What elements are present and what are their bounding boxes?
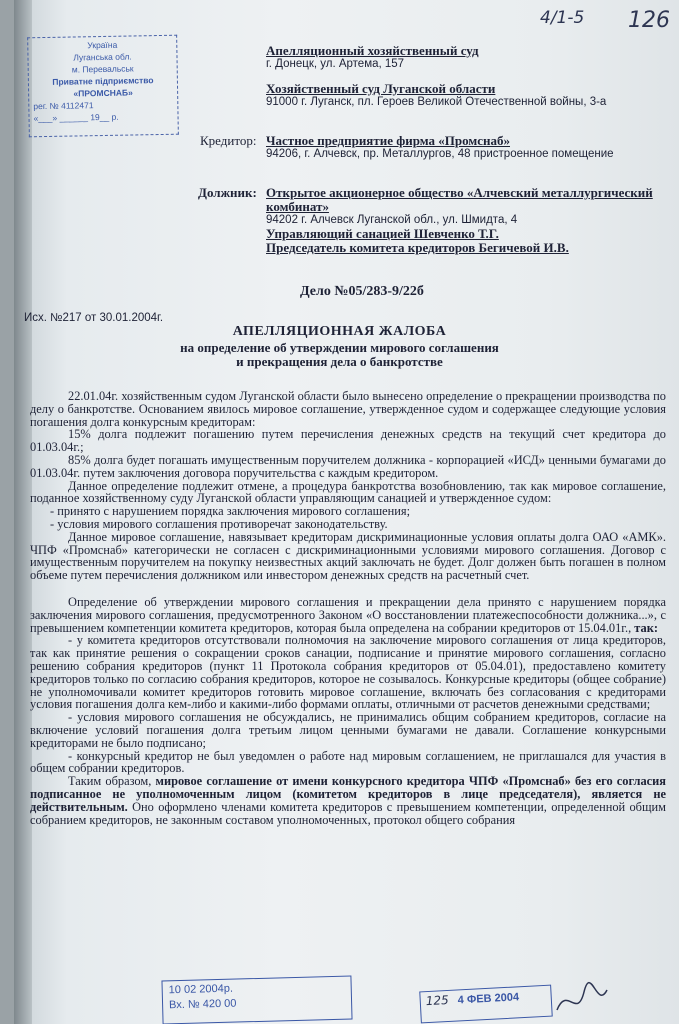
recipient-address: 91000 г. Луганск, пл. Героев Великой Отечественной войны, 3-а bbox=[266, 96, 607, 108]
creditor-label: Кредитор: bbox=[200, 133, 257, 148]
recipient-name: Хозяйственный суд Луганской области bbox=[266, 81, 496, 96]
manager-line: Управляющий санацией Шевченко Т.Г. bbox=[266, 226, 499, 241]
recipient-name: Апелляционный хозяйственный суд bbox=[266, 43, 479, 58]
paragraph: Данное мировое соглашение, навязывает кредиторам дискриминационные условия оплаты долга ОАО «АМК». ЧПФ «Промснаб» категорически не согласен с дискриминационными условиями мирового соглашения. Договор с имущественным поручителем на покупку неизвестных акций заключать не будет. Долг должен быть погашен в полном объеме путем перечисления должником или инвестором денежных средств на расчетный счет. bbox=[30, 529, 666, 583]
signature bbox=[552, 980, 612, 1020]
recipient-1 bbox=[266, 44, 666, 71]
committee-chair-line: Председатель комитета кредиторов Бегичевой И.В. bbox=[266, 240, 569, 255]
paragraph: 22.01.04г. хозяйственным судом Луганской области было вынесено определение о прекращении производства по делу о банкротстве. Основанием явилось мировое соглашение, утвержденное судом и содержащее следующие условия погашения долга конкурсным кредиторам: bbox=[30, 389, 666, 429]
bullet-item: - условия мирового соглашения противоречат законодательству. bbox=[50, 516, 388, 531]
creditor-block bbox=[266, 134, 666, 161]
condition-2: 85% долга будет погашать имущественным поручителем должника - корпорацией «ИСД» ценными бумагами до 01.03.04г. путем заключения договора поручительства с каждым кредитором. bbox=[30, 452, 666, 480]
stamp-line: Луганська обл. bbox=[73, 51, 132, 63]
stamp-line: Приватне підприємство bbox=[52, 75, 154, 87]
paragraph-text: Таким образом, bbox=[68, 774, 152, 789]
case-number: Дело №05/283-9/22б bbox=[300, 284, 424, 299]
registration-number: Вх. № 420 00 bbox=[168, 997, 237, 1012]
page-number-handwritten: 126 bbox=[628, 8, 670, 33]
received-stamp-number: 125 bbox=[425, 992, 450, 1009]
stamp-line: рег. № 4112471 bbox=[33, 100, 94, 112]
debtor-block bbox=[266, 186, 666, 255]
registration-date: 10 02 2004р. bbox=[168, 982, 234, 997]
creditor-address: 94206, г. Алчевск, пр. Металлургов, 48 пристроенное помещение bbox=[266, 148, 614, 160]
paragraph: - у комитета кредиторов отсутствовали полномочия на заключение мирового соглашения от лица кредиторов, так как принятие решения о сокращении сроков санации, подписание и принятие мирового соглашения, согласно решению собрания кредиторов (пункт 11 Протокола собрания кредиторов от 05.04.01), предоставлено комитету кредиторов только по согласию собрания кредиторов, которое не созывалось. Конкурсные кредиторы (общее собрание) не уполномочивали комитет кредиторов готовить мировое соглашение, включать без согласования с кредиторами условия погашения долга кем-либо и какими-либо формами оплаты, отличными от расчетов денежными средствами; bbox=[30, 633, 666, 712]
paragraph: Данное определение подлежит отмене, а процедура банкротства возобновлению, так как мировое соглашение, поданное хозяйственному суду Луганской области управляющим санацией и утвержденное судом: bbox=[30, 478, 666, 506]
paragraph-emphasis: так: bbox=[634, 620, 658, 635]
stamp-line: Україна bbox=[87, 39, 118, 51]
paragraph-text: Определение об утверждении мирового соглашения и прекращении дела принято с нарушением порядка заключения мирового соглашения, предусмотренного Законом «О восстановлении платежеспособности должника...», с превышением компетенции комитета кредиторов, которая была определена на собрании кредиторов от 15.04.01г., bbox=[30, 594, 666, 635]
outgoing-number: Исх. №217 от 30.01.2004г. bbox=[24, 312, 164, 324]
received-stamp-date: 4 ФЕВ 2004 bbox=[457, 991, 520, 1007]
debtor-address: 94202 г. Алчевск Луганской обл., ул. Шмидта, 4 bbox=[266, 214, 518, 226]
document-subtitle-1: на определение об утверждении мирового соглашения bbox=[180, 340, 499, 355]
paragraph-emphasis: мировое соглашение от имени конкурсного кредитора ЧПФ «Промснаб» без его согласия подписанное не уполномоченным лицом (комитетом кредиторов в лице председателя), является не действительным. bbox=[30, 774, 666, 814]
paragraph: - конкурсный кредитор не был уведомлен о работе над мировым соглашением, не приглашался для участия в общем собрании кредиторов. bbox=[30, 748, 666, 776]
paragraph bbox=[30, 775, 666, 826]
document-title: АПЕЛЛЯЦИОННАЯ ЖАЛОБА bbox=[232, 324, 447, 339]
company-stamp bbox=[27, 35, 179, 138]
document-subtitle-2: и прекращения дела о банкротстве bbox=[236, 354, 443, 369]
creditor-name: Частное предприятие фирма «Промснаб» bbox=[266, 133, 510, 148]
paragraph: - условия мирового соглашения не обсуждались, не принимались общим собранием кредиторов, согласие на включение условий погашения долга третьим лицом ценными бумагами не давали. Соглашение конкурсными кредиторами не было подписано; bbox=[30, 710, 666, 750]
recipient-2 bbox=[266, 82, 666, 109]
document-body bbox=[30, 390, 666, 826]
condition-1: 15% долга подлежит погашению путем перечисления денежных средств на текущий счет кредитора до 01.03.04г.; bbox=[30, 427, 666, 455]
stamp-line: «___» ______ 19__ р. bbox=[33, 111, 119, 124]
registration-stamp bbox=[161, 976, 352, 1024]
recipient-address: г. Донецк, ул. Артема, 157 bbox=[266, 58, 405, 70]
paragraph bbox=[30, 596, 666, 634]
stamp-line: «ПРОМСНАБ» bbox=[73, 87, 133, 99]
handwritten-mark: 4/1-5 bbox=[540, 8, 585, 28]
bullet-item: - принято с нарушением порядка заключения мирового соглашения; bbox=[50, 504, 411, 519]
debtor-label: Должник: bbox=[198, 185, 257, 200]
stamp-line: м. Перевальськ bbox=[71, 63, 134, 75]
debtor-name: Открытое акционерное общество «Алчевский металлургический комбинат» bbox=[266, 185, 653, 214]
paragraph-text: Оно оформлено членами комитета кредиторов с превышением компетенции, определенной общим собранием кредиторов, не законным составом уполномоченных, протокол общего собрания bbox=[30, 799, 666, 827]
